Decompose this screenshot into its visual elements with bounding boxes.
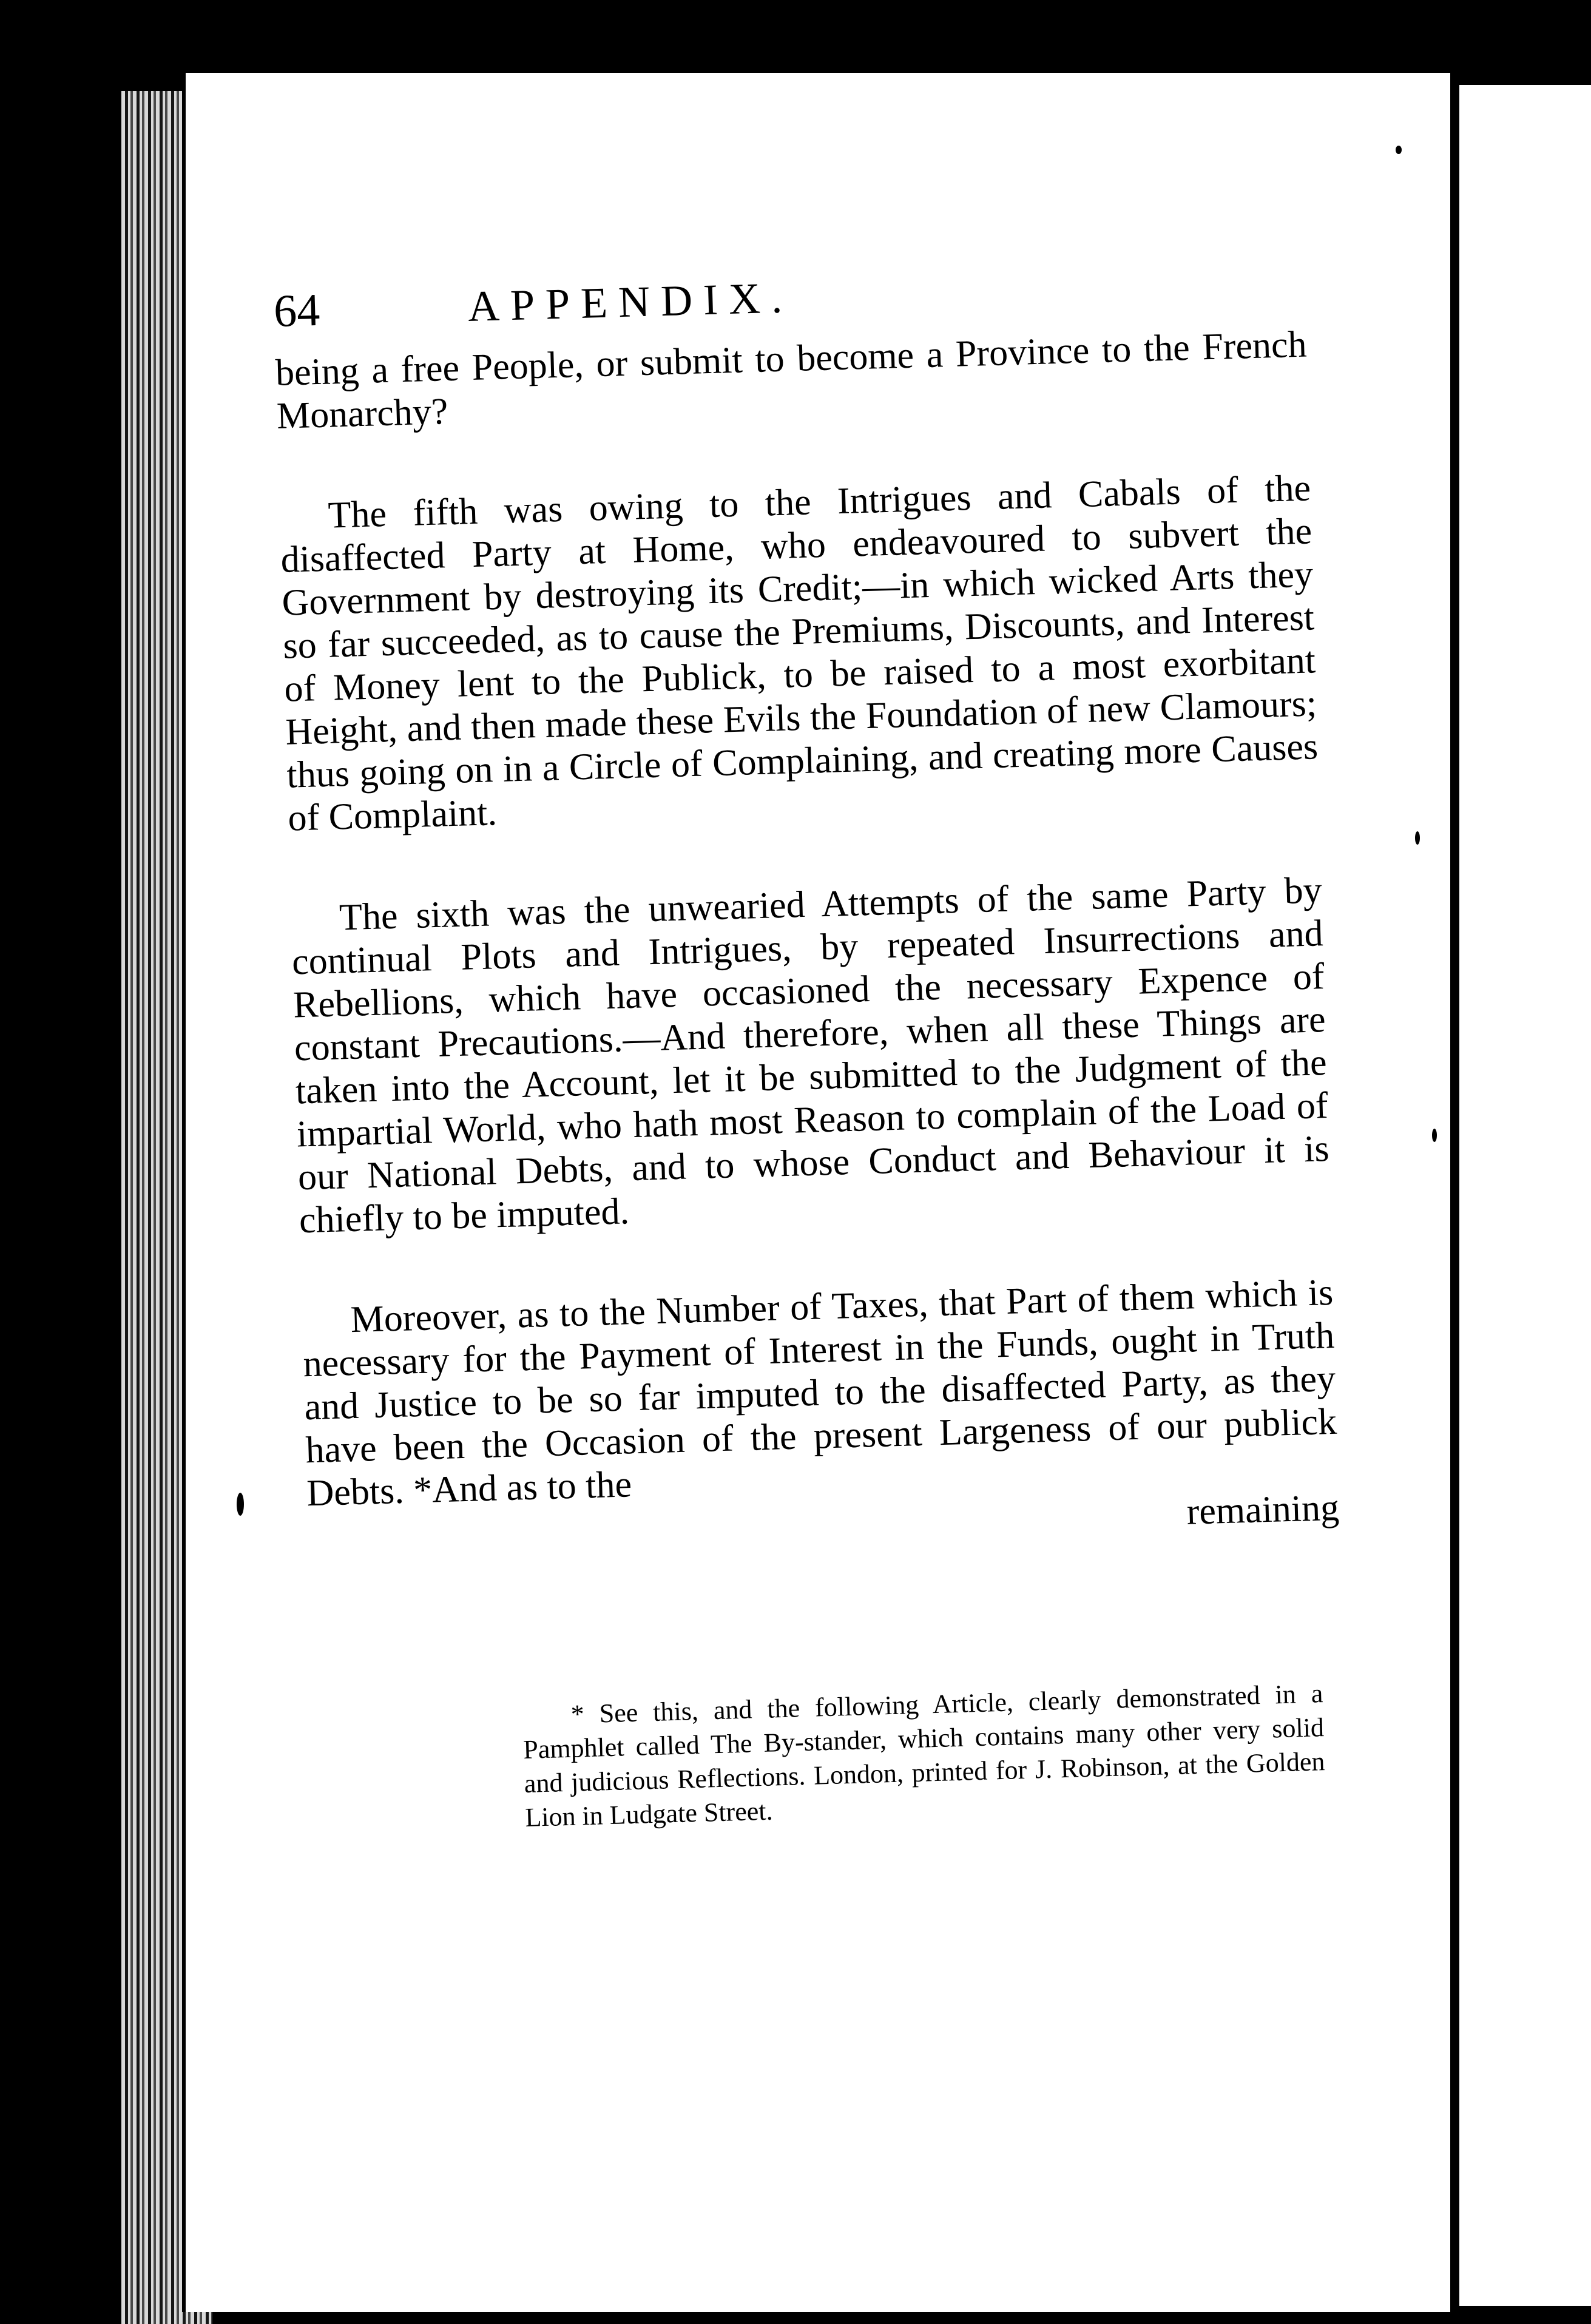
paragraph-continuation: being a free People, or submit to become a Province to the French Monarchy? bbox=[275, 323, 1308, 437]
page-text-block bbox=[273, 257, 1340, 1559]
paragraph-fifth: The fifth was owing to the Intrigues and Cabals of the disaffected Party at Home, who endeavoured to subvert the Government by destroying its Credit;—in which wicked Arts they so far succeeded, as to cause the Premiums, Discounts, and Interest of Money lent to the Publick, to be raised to a most exorbitant Height, and then made these Evils the Foundation of new Clamours; thus going on in a Circle of Complaining, and creating more Causes of Complaint. bbox=[280, 467, 1319, 839]
paragraph-sixth: The sixth was the unwearied Attempts of the same Party by continual Plots and Intrigues, by repeated Insurrections and Rebellions, which have occasioned the necessary Expence of constant Precautions.—And therefore, when all these Things are taken into the Account, let it be submitted to the Judgment of the impartial World, who hath most Reason to complain of the Load of our National Debts, and to whose Conduct and Behaviour it is chiefly to be imputed. bbox=[291, 870, 1330, 1241]
footnote: * See this, and the following Article, clearly demonstrated in a Pamphlet called The By-stander, which contains many other very solid and judicious Reflections. London, printed for J. Robinson, at the Golden Lion in Ludgate Street. bbox=[522, 1678, 1326, 1833]
running-head: APPENDIX. bbox=[467, 273, 794, 331]
catchword: remaining bbox=[1186, 1487, 1340, 1533]
paragraph-moreover: Moreover, as to the Number of Taxes, that Part of them which is necessary for the Payment of Interest in the Funds, ought in Truth and Justice to be so far imputed to the disaffected Party, as they have been the Occasion of the present Largeness of our publick Debts. *And as to the bbox=[302, 1271, 1337, 1515]
page-number: 64 bbox=[273, 284, 321, 337]
facing-page-edge bbox=[1459, 85, 1591, 2306]
